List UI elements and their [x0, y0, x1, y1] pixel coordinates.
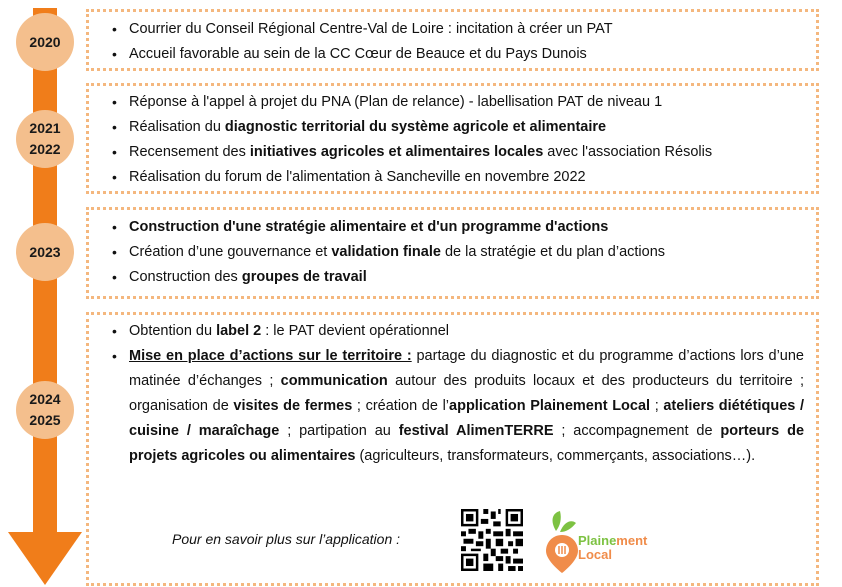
- text-run: autour des produits locaux et des producteurs du territoire ; organisation de: [129, 373, 805, 414]
- text-run: ; partipation au: [279, 423, 399, 439]
- bold-text: Mise en place d’actions sur le territoire :: [129, 348, 412, 364]
- bullet-item: [129, 319, 816, 344]
- timeline-box-2020: [86, 9, 819, 71]
- bullet-item: [129, 140, 816, 165]
- bullet-item: [129, 240, 816, 265]
- bullet-list: [89, 17, 816, 67]
- bold-text: diagnostic territorial du système agricole et alimentaire: [224, 119, 607, 135]
- bullet-list: [89, 319, 816, 469]
- text-run: : le PAT devient opérationnel: [261, 323, 450, 339]
- bold-text: application Plainement Local: [449, 398, 651, 414]
- text-run: Construction des: [129, 269, 242, 285]
- text-run: ;: [650, 398, 664, 414]
- year-label: 2020: [29, 33, 61, 50]
- bullet-item: [129, 17, 816, 42]
- timeline-arrow: [0, 0, 90, 587]
- bold-text: validation finale: [331, 244, 441, 260]
- year-label: 2025: [29, 412, 61, 428]
- logo-wordmark: [578, 534, 647, 562]
- bullet-item: [129, 90, 816, 115]
- text-run: de la stratégie et du plan d’actions: [440, 244, 666, 260]
- year-label: 2023: [29, 243, 61, 260]
- logo-word-ment: ment: [616, 533, 648, 548]
- timeline-box-2023: [86, 207, 819, 299]
- year-label: 2022: [29, 141, 61, 157]
- text-run: Accueil favorable au sein de la CC Cœur de Beauce et du Pays Dunois: [129, 46, 587, 62]
- text-run: Réalisation du: [129, 119, 225, 135]
- bold-text: porteurs de projets agricoles ou alimentaires: [129, 423, 805, 464]
- bullet-item: [129, 265, 816, 290]
- bullet-list: [89, 215, 816, 290]
- text-run: (agriculteurs, transformateurs, commerçants, associations…).: [355, 448, 756, 464]
- bold-text: festival AlimenTERRE: [398, 423, 554, 439]
- bullet-item: [129, 215, 816, 240]
- timeline-box-2021-2022: [86, 83, 819, 194]
- text-run: avec l'association Résolis: [543, 144, 713, 160]
- bold-text: label 2: [216, 323, 262, 339]
- text-run: ; accompagnement de: [553, 423, 721, 439]
- bold-text: groupes de travail: [241, 269, 367, 285]
- text-run: Courrier du Conseil Régional Centre-Val de Loire : incitation à créer un PAT: [129, 21, 613, 37]
- text-run: partage du diagnostic et du programme d’actions lors d’une matinée d’échanges ;: [129, 348, 804, 389]
- bullet-item: [129, 42, 816, 67]
- bold-text: initiatives agricoles et alimentaires locales: [249, 144, 544, 160]
- year-label: 2021: [29, 120, 61, 136]
- bold-text: communication: [280, 373, 388, 389]
- logo-word-local: Local: [578, 547, 612, 562]
- bold-text: visites de fermes: [233, 398, 353, 414]
- text-run: ; création de l’: [352, 398, 450, 414]
- bullet-item: [129, 344, 816, 469]
- bullet-item: [129, 165, 816, 190]
- text-run: Recensement des: [129, 144, 250, 160]
- text-run: Obtention du: [129, 323, 217, 339]
- text-run: Réponse à l'appel à projet du PNA (Plan de relance) - labellisation PAT de niveau 1: [129, 94, 663, 110]
- logo-word-plaine: Plaine: [578, 533, 617, 548]
- year-label: 2024: [29, 391, 61, 407]
- more-info-text: Pour en savoir plus sur l’application :: [172, 531, 401, 547]
- year-badge-2020: [16, 13, 74, 71]
- text-run: Réalisation du forum de l'alimentation à Sancheville en novembre 2022: [129, 169, 586, 185]
- year-badge-2021-2022: [16, 110, 74, 168]
- bullet-item: [129, 115, 816, 140]
- bold-text: Construction d'une stratégie alimentaire et d'un programme d'actions: [129, 219, 609, 235]
- bullet-list: [89, 90, 816, 190]
- bold-text: ateliers diététiques / cuisine / maraîchage: [129, 398, 804, 439]
- year-badge-2024-2025: [16, 381, 74, 439]
- text-run: Création d’une gouvernance et: [129, 244, 332, 260]
- year-badge-2023: [16, 223, 74, 281]
- qr-code-icon[interactable]: [461, 509, 523, 571]
